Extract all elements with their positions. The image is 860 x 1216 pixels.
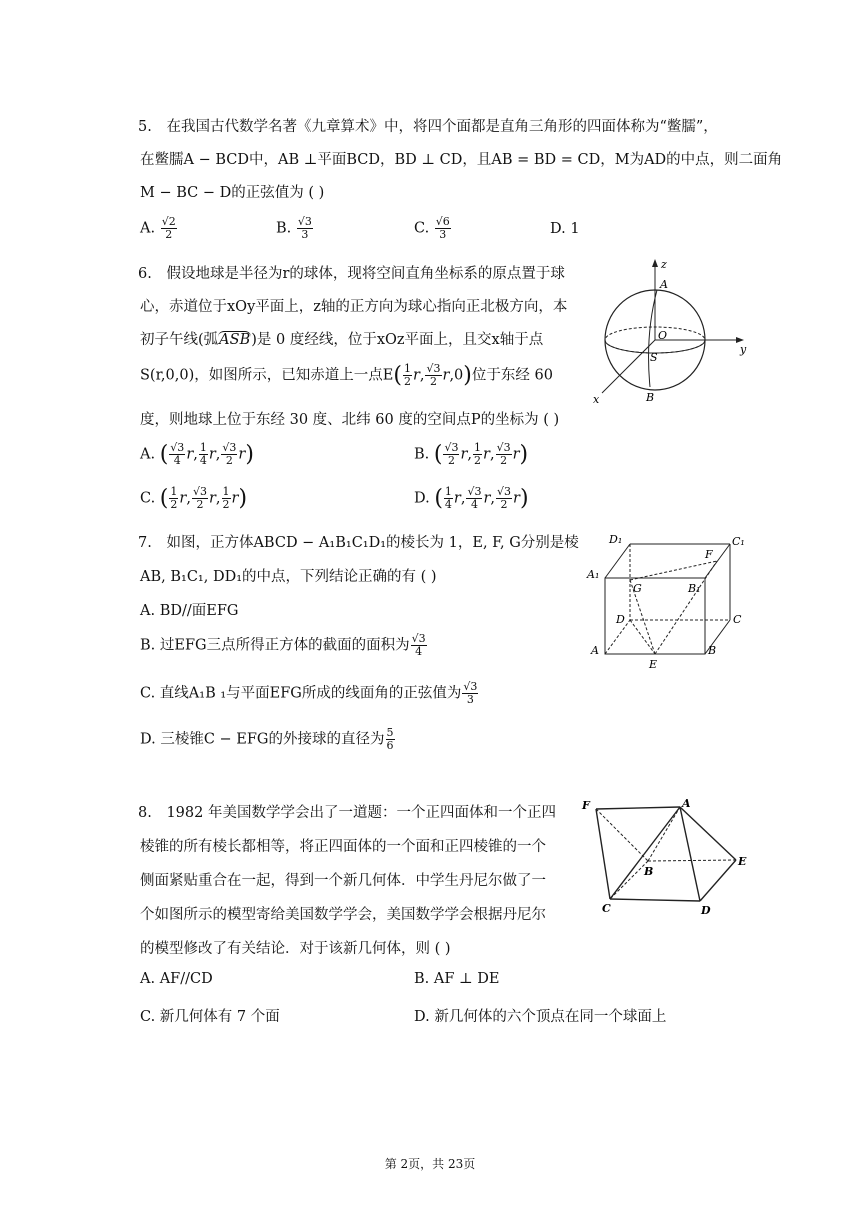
q7-option-b[interactable]: B. 过EFG三点所得正方体的截面的面积为 $\frac{√3}{4}$ bbox=[140, 632, 426, 659]
q6-line4: S(r,0,0)，如图所示，已知赤道上一点E( $\frac{1}{2}$ r, $\frac{√3}{2}$ r,0)位于东经 60 bbox=[140, 362, 553, 389]
axis-z-label: z bbox=[661, 258, 667, 271]
cube-label-a: A bbox=[591, 644, 599, 657]
q8-line5: 的模型修改了有关结论．对于该新几何体，则 ( ) bbox=[140, 941, 451, 957]
q8-number: 8. bbox=[138, 805, 152, 821]
cube-label-g: G bbox=[633, 582, 642, 595]
q6-number: 6. bbox=[138, 266, 152, 282]
poly-label-b: B bbox=[644, 865, 654, 878]
poly-label-c: C bbox=[602, 902, 611, 915]
sphere-figure bbox=[590, 255, 750, 405]
q6-option-a[interactable]: A. ( $\frac{√3}{4}$ r, $\frac{1}{4}$ r, $\frac{√3}{2}$ r) bbox=[140, 441, 254, 468]
q6-option-c[interactable]: C. ( $\frac{1}{2}$ r, $\frac{√3}{2}$ r, $\frac{1}{2}$ r) bbox=[140, 485, 248, 512]
q6-option-b[interactable]: B. ( $\frac{√3}{2}$ r, $\frac{1}{2}$ r, $\frac{√3}{2}$ r) bbox=[414, 441, 529, 468]
q7-number: 7. bbox=[138, 535, 152, 551]
q6-line5: 度，则地球上位于东经 30 度、北纬 60 度的空间点P的坐标为 ( ) bbox=[140, 412, 560, 428]
q8-line2: 棱锥的所有棱长都相等，将正四面体的一个面和正四棱锥的一个 bbox=[140, 839, 546, 855]
q6-line3: 初子午线(弧ASB)是 0 度经线，位于xOz平面上，且交x轴于点 bbox=[140, 332, 544, 348]
q7-option-a[interactable]: A. BD//面EFG bbox=[140, 603, 239, 619]
q8-option-a[interactable]: A. AF//CD bbox=[140, 971, 213, 987]
q7-option-c[interactable]: C. 直线A₁B ₁与平面EFG所成的线面角的正弦值为 $\frac{√3}{3}$ bbox=[140, 680, 478, 707]
q8-line4: 个如图所示的模型寄给美国数学学会，美国数学学会根据丹尼尔 bbox=[140, 907, 546, 923]
cube-label-a1: A₁ bbox=[587, 568, 600, 581]
q5-line3: M − BC − D的正弦值为 ( ) bbox=[140, 185, 325, 201]
cube-label-f: F bbox=[705, 548, 713, 561]
q8-option-c[interactable]: C. 新几何体有 7 个面 bbox=[140, 1009, 280, 1025]
q8-option-b[interactable]: B. AF ⊥ DE bbox=[414, 971, 500, 987]
arc-asb: ASB bbox=[219, 332, 251, 348]
q6-line1: 6. 假设地球是半径为r的球体，现将空间直角坐标系的原点置于球 bbox=[138, 266, 565, 282]
page-footer: 第 2页，共 23页 bbox=[384, 1157, 476, 1171]
q6-option-d[interactable]: D. ( $\frac{1}{4}$ r, $\frac{√3}{4}$ r, $\frac{√3}{2}$ r) bbox=[414, 485, 529, 512]
q5-number: 5. bbox=[138, 119, 152, 135]
cube-label-d1: D₁ bbox=[609, 533, 623, 546]
q5-option-c[interactable]: C. $\frac{√6}{3}$ bbox=[414, 215, 450, 242]
q5-line1: 5. 在我国古代数学名著《九章算术》中，将四个面都是直角三角形的四面体称为“鳖臑”， bbox=[138, 119, 718, 135]
q6-line2: 心，赤道位于xOy平面上，z轴的正方向为球心指向正北极方向，本 bbox=[140, 299, 568, 315]
q7-option-d[interactable]: D. 三棱锥C − EFG的外接球的直径为 $\frac{5}{6}$ bbox=[140, 726, 394, 753]
q5-option-b[interactable]: B. $\frac{√3}{3}$ bbox=[276, 215, 312, 242]
q7-line1: 7. 如图，正方体ABCD − A₁B₁C₁D₁的棱长为 1，E, F, G分别是棱 bbox=[138, 535, 579, 551]
axis-x-label: x bbox=[593, 393, 600, 405]
axis-y-label: y bbox=[740, 343, 747, 356]
point-a-label: A bbox=[660, 278, 668, 291]
q5-line2: 在鳖臑A − BCD中，AB ⊥平面BCD，BD ⊥ CD，且AB = BD = CD，M为AD的中点，则二面角 bbox=[140, 152, 783, 168]
cube-label-b: B bbox=[708, 644, 717, 657]
point-s-label: S bbox=[650, 351, 658, 364]
cube-label-c1: C₁ bbox=[732, 535, 745, 548]
cube-label-b1: B₁ bbox=[688, 582, 701, 595]
cube-label-c: C bbox=[733, 613, 742, 626]
poly-label-f: F bbox=[582, 799, 590, 812]
poly-label-e: E bbox=[738, 855, 747, 868]
q8-line3: 侧面紧贴重合在一起，得到一个新几何体．中学生丹尼尔做了一 bbox=[140, 873, 546, 889]
point-o-label: O bbox=[658, 329, 668, 342]
poly-label-d: D bbox=[701, 904, 711, 915]
q8-option-d[interactable]: D. 新几何体的六个顶点在同一个球面上 bbox=[414, 1009, 667, 1025]
q5-option-a[interactable]: A. $\frac{√2}{2}$ bbox=[140, 215, 176, 242]
q7-line2: AB, B₁C₁, DD₁的中点，下列结论正确的有 ( ) bbox=[140, 569, 437, 585]
cube-figure bbox=[585, 530, 755, 670]
q5-option-d[interactable]: D. 1 bbox=[550, 221, 580, 237]
q8-line1: 8. 1982 年美国数学学会出了一道题：一个正四面体和一个正四 bbox=[138, 805, 556, 821]
poly-label-a: A bbox=[682, 797, 691, 810]
cube-label-e: E bbox=[649, 658, 658, 670]
point-b-label: B bbox=[646, 391, 655, 404]
cube-label-d: D bbox=[616, 613, 625, 626]
polyhedron-figure bbox=[578, 795, 753, 915]
